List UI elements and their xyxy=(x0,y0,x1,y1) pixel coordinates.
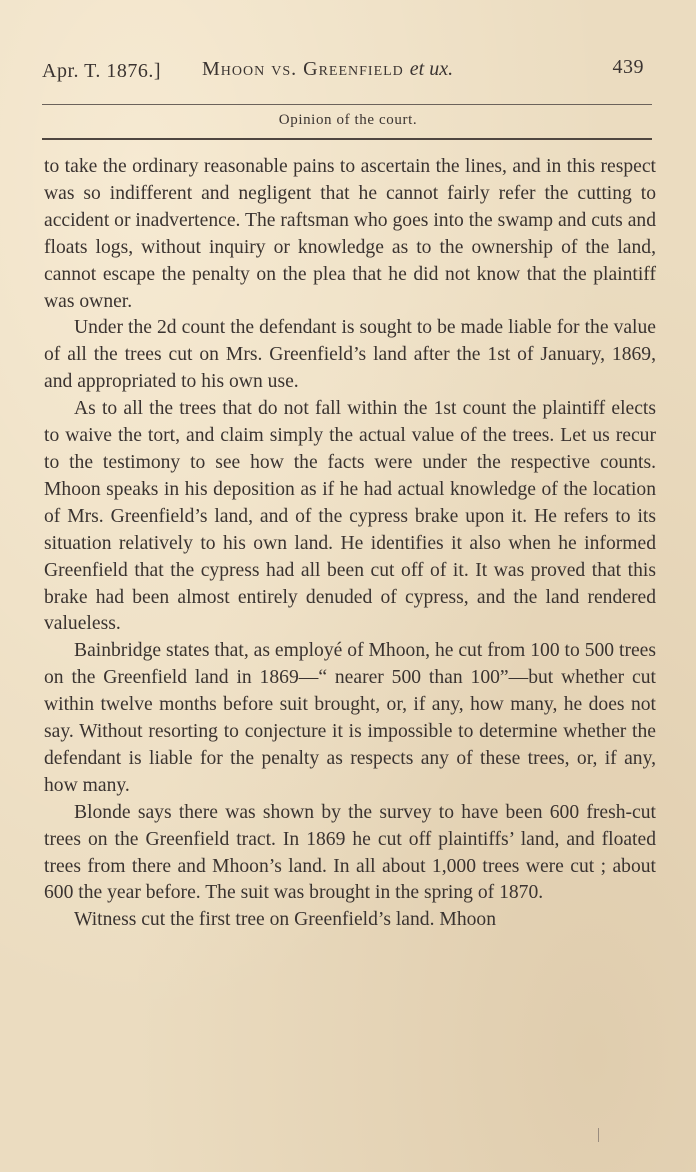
paragraph: Blonde says there was shown by the survey to have been 600 fresh-cut trees on the Greenfield tract. In 1869 he cut off plaintiffs’ land, and floated trees from there and Mhoon’s land. In all about 1,000 trees were cut ; about 600 the year before. The suit was brought in the spring of 1870. xyxy=(44,801,656,904)
bottom-rule xyxy=(42,138,652,140)
paragraph: Witness cut the first tree on Greenfield’s land. Mhoon xyxy=(74,909,497,931)
section-subheading: Opinion of the court. xyxy=(278,112,418,128)
paragraph: Under the 2d count the defendant is sought to be made liable for the value of all the trees cut on Mrs. Greenfield’s land after the 1st of January, 1869, and appropriated to his own use. xyxy=(44,317,656,393)
page-mark xyxy=(598,1128,599,1142)
paragraph: Bainbridge states that, as employé of Mhoon, he cut from 100 to 500 trees on the Greenfield land in 1869—“ nearer 500 than 100”—but whether cut within twelve months before suit brought, or, if any, how many, he does not say. Without resorting to conjecture it is impossible to determine whether the defendant is liable for the penalty as respects any of these trees, or, if any, how many. xyxy=(44,640,656,796)
paragraph: As to all the trees that do not fall within the 1st count the plaintiff elects to waive the tort, and claim simply the actual value of the trees. Let us recur to the testimony to see how the facts were under the respective counts. Mhoon speaks in his deposition as if he had actual knowledge of the location of Mrs. Greenfield’s land, and of the cypress brake upon it. He refers to its situation relatively to his own land. He identifies it also when he informed Greenfield that the cypress had all been cut off of it. It was proved that this brake had been almost entirely denuded of cypress, and the land rendered valueless. xyxy=(44,398,656,635)
running-head xyxy=(42,56,644,88)
top-rule xyxy=(42,104,652,105)
running-head-case-title xyxy=(202,58,453,81)
running-head-term: Apr. T. 1876.] xyxy=(42,60,162,82)
body-text xyxy=(44,154,656,934)
page-number: 439 xyxy=(612,56,644,78)
case-title-caps: Mhoon vs. Greenfield xyxy=(202,58,404,80)
case-title-italic: et ux. xyxy=(409,58,454,80)
paragraph: to take the ordinary reasonable pains to ascertain the lines, and in this respect was so indifferent and negligent that he cannot fairly refer the cutting to accident or inadvertence. The raftsman who goes into the swamp and cuts and floats logs, without inquiry or knowledge as to the ownership of the land, cannot escape the penalty on the plea that he did not know that the plaintiff was owner. xyxy=(44,156,656,312)
